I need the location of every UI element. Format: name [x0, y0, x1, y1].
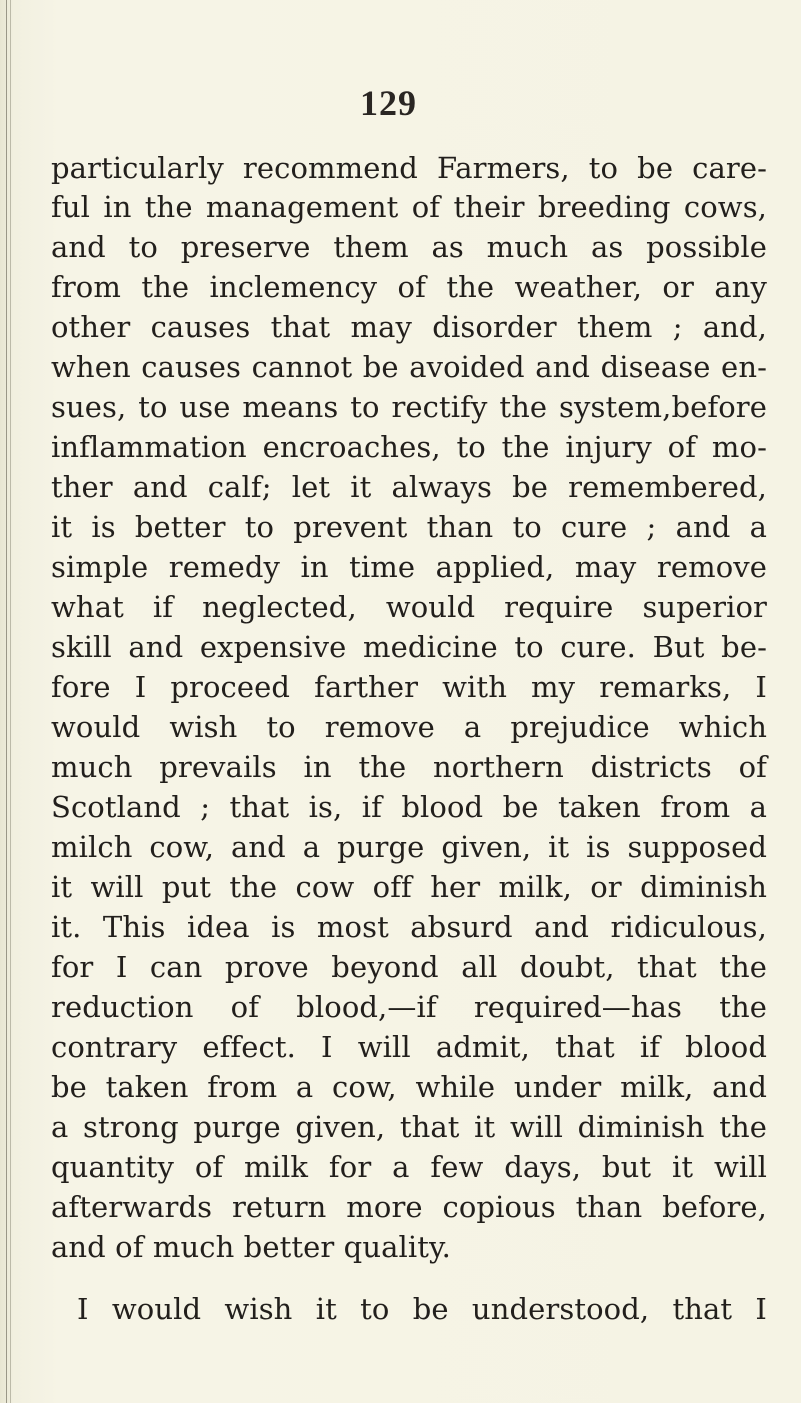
- text-line: from the inclemency of the weather, or any: [51, 270, 767, 304]
- page-edge-line: [6, 0, 7, 1403]
- text-line: when causes cannot be avoided and disease en-: [51, 350, 767, 384]
- text-line: would wish to remove a prejudice which: [51, 710, 767, 744]
- text-line: contrary effect. I will admit, that if blood: [51, 1030, 767, 1064]
- text-line: fore I proceed farther with my remarks, I: [51, 670, 767, 704]
- text-line: simple remedy in time applied, may remove: [51, 550, 767, 584]
- page-edge-line: [10, 0, 11, 1403]
- text-line: it. This idea is most absurd and ridiculous,: [51, 910, 767, 944]
- text-line: and of much better quality.: [51, 1230, 451, 1264]
- text-line: sues, to use means to rectify the system,before: [51, 390, 767, 424]
- text-line: skill and expensive medicine to cure. But be-: [51, 630, 767, 664]
- text-line: be taken from a cow, while under milk, and: [51, 1070, 767, 1104]
- text-line: and to preserve them as much as possible: [51, 230, 767, 264]
- text-line: a strong purge given, that it will diminish the: [51, 1110, 767, 1144]
- text-line: particularly recommend Farmers, to be care-: [51, 151, 767, 185]
- text-line: Scotland ; that is, if blood be taken from a: [51, 790, 767, 824]
- text-line: much prevails in the northern districts of: [51, 750, 767, 784]
- text-line: it will put the cow off her milk, or diminish: [51, 870, 767, 904]
- text-line: other causes that may disorder them ; and,: [51, 310, 767, 344]
- text-line: I would wish it to be understood, that I: [77, 1292, 767, 1326]
- text-line: milch cow, and a purge given, it is supposed: [51, 830, 767, 864]
- text-line: it is better to prevent than to cure ; and a: [51, 510, 767, 544]
- text-line: ful in the management of their breeding cows,: [51, 190, 767, 224]
- text-line: ther and calf; let it always be remembered,: [51, 470, 767, 504]
- text-line: for I can prove beyond all doubt, that the: [51, 950, 767, 984]
- text-line: reduction of blood,—if required—has the: [51, 990, 767, 1024]
- text-line: what if neglected, would require superior: [51, 590, 767, 624]
- text-line: inflammation encroaches, to the injury of mo-: [51, 430, 767, 464]
- text-line: quantity of milk for a few days, but it will: [51, 1150, 767, 1184]
- text-line: afterwards return more copious than before,: [51, 1190, 767, 1224]
- page-number: 129: [360, 83, 417, 123]
